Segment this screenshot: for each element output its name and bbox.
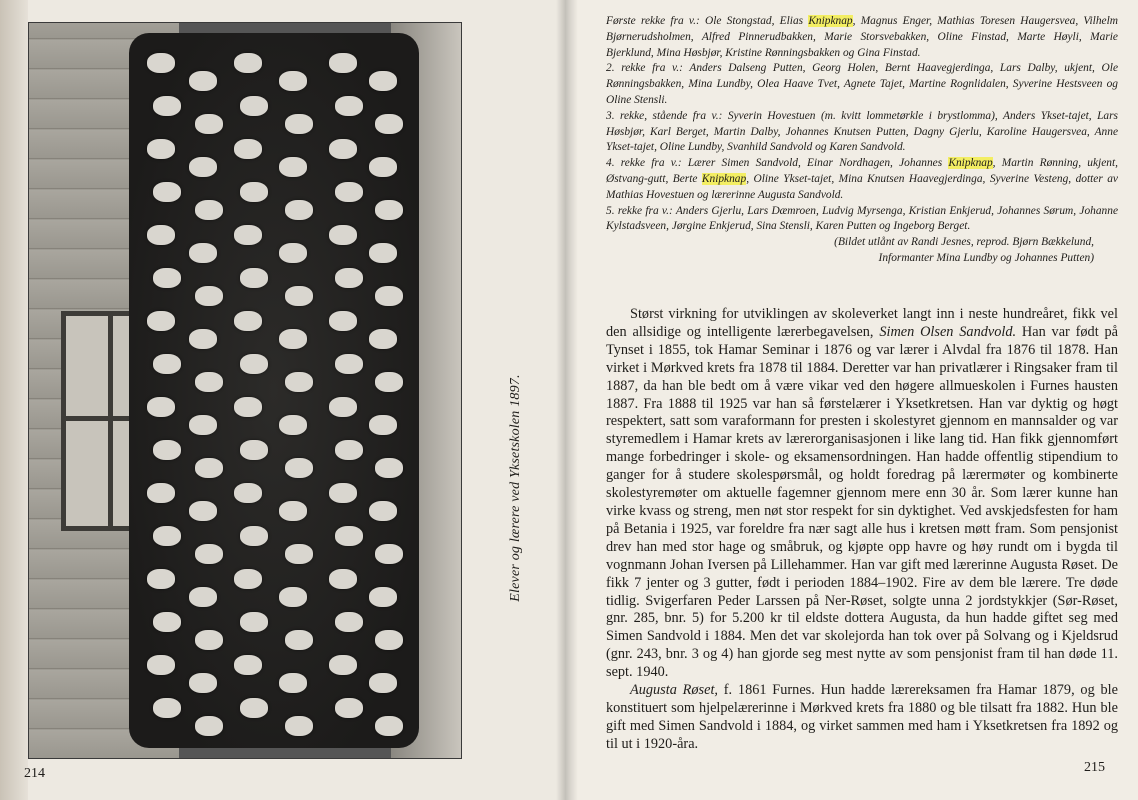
person-face — [195, 114, 223, 134]
person-face — [147, 397, 175, 417]
person-face — [147, 225, 175, 245]
caption-text: , Magnus Enger, Mathias Toresen Haugersvea, Vilhelm Bjørnerudsholmen, Alfred Pinnerudbakken, Marie Storsvebakken, Oline Finstad, Marte Høyli, Marie Bjerklund, Mina Høsbjør, Kristine Rønningsbakken og Gina Finstad. — [606, 15, 1118, 59]
person-face — [153, 698, 181, 718]
person-face — [279, 673, 307, 693]
person-face — [147, 139, 175, 159]
person-face — [234, 655, 262, 675]
credit-line: (Bildet utlånt av Randi Jesnes, reprod. Bjørn Bækkelund, — [834, 236, 1094, 249]
person-face — [285, 286, 313, 306]
person-face — [153, 526, 181, 546]
person-face — [329, 311, 357, 331]
person-name: Augusta Røset, — [630, 682, 718, 699]
person-face — [369, 329, 397, 349]
person-face — [234, 483, 262, 503]
person-face — [147, 483, 175, 503]
person-face — [240, 698, 268, 718]
person-face — [285, 372, 313, 392]
person-face — [147, 53, 175, 73]
person-name: Simen Olsen Sandvold. — [879, 323, 1017, 340]
person-face — [189, 71, 217, 91]
person-face — [234, 569, 262, 589]
person-face — [234, 311, 262, 331]
person-face — [195, 630, 223, 650]
text-run: Han var født på Tynset i 1855, tok Hamar Seminar i 1876 og var lærer i Alvdal fra 1876 til 1878. Han virket i Mørkved krets fra 1878 til 1884. Deretter var han privatlærer i Ringsaker fram til 1887, da han ble bedt om å være vikar ved den høgere allmueskolen i Furnes hausten 1887. Fra 1888 til 1925 var han så førstelærer i Yksetkretsen. Han var dyktig og høgt respektert, satt som varaformann for presten i skolestyret gjennom en mannsalder og var styremedlem i Hamar krets av lærerorganisasjonen i like lang tid. Han fikk gjennomført mange forbedringer i skole- og eksamensordningen. Han hadde offentlig stipendium to ganger for å studere skolespørsmål, og holdt foredrag på lærermøter og kombinerte skolestyremøter om aktuelle fagemner gjennom mere enn 30 år. Som lærer kunne han virke kvass og streng, men nøt stor respekt for sin dyktighet. Ved avskjedsfesten for ham på Betania i 1925, var foreldre fra nær sagt alle hus i kretsen møtt fram. Som pensjonist drev han med stor hage og småbruk, og kjøpte opp havre og høy rundt om i bygda til vognmann Johan Iversen på Lillehammer. Han var gift med lærerinne Augusta Røset. De fikk 7 jenter og 3 gutter, født i perioden 1884–1902. Fire av dem ble lærere. Tre døde tidlig. Svigerfaren Peder Larssen på Ner-Røset, solgte unna 2 jordstykkjer (Sør-Røset, gnr. 285, bnr. 5) for 5.200 kr til eldste dottera Augusta, da hun hadde giftet seg med Simen Sandvold i 1884. Men det var skolejorda han tok over på Solvang og i Kjeldsrud (gnr. 243, bnr. 3 og 4) han gjorde seg mest nytte av som pensjonist fram til han døde 11. sept. 1940. — [606, 323, 1119, 681]
person-face — [189, 243, 217, 263]
caption-row — [606, 156, 1118, 203]
person-face — [279, 329, 307, 349]
person-face — [240, 268, 268, 288]
left-page — [0, 0, 566, 800]
person-face — [240, 182, 268, 202]
person-face — [329, 483, 357, 503]
book-gutter — [556, 0, 578, 800]
person-face — [189, 415, 217, 435]
person-face — [189, 501, 217, 521]
person-face — [240, 440, 268, 460]
person-face — [195, 458, 223, 478]
person-face — [195, 372, 223, 392]
person-face — [153, 354, 181, 374]
person-face — [329, 397, 357, 417]
person-face — [369, 673, 397, 693]
person-face — [285, 716, 313, 736]
photo-caption-list — [606, 14, 1118, 267]
person-face — [279, 243, 307, 263]
person-face — [189, 587, 217, 607]
person-face — [335, 526, 363, 546]
page-edge — [0, 0, 28, 800]
person-face — [375, 372, 403, 392]
person-face — [335, 96, 363, 116]
caption-text: 3. rekke, stående fra v.: Syverin Hovestuen (m. kvitt lommetørkle i brystlomma), Anders Ykset-tajet, Lars Høsbjør, Karl Berget, Martin Dalby, Johannes Knutsen Putten, Dagny Gjerlu, Karoline Haugersvea, Anne Ykset-tajet, Oline Lundby, Svanhild Sandvold og Karen Sandvold. — [606, 109, 1118, 154]
person-face — [329, 569, 357, 589]
person-face — [369, 415, 397, 435]
person-face — [285, 114, 313, 134]
caption-text: , Martin Rønning, ukjent, Østvang-gutt, Berte — [606, 157, 1118, 185]
person-face — [375, 716, 403, 736]
caption-text: 5. rekke fra v.: Anders Gjerlu, Lars Dæmroen, Ludvig Myrsenga, Kristian Enkjerud, Johannes Sørum, Johanne Kylstadsveen, Jørgine Enkjerud, Sina Stensli, Karen Putten og Ingeborg Berget. — [606, 204, 1118, 233]
person-face — [279, 501, 307, 521]
text-run: f. 1861 Furnes. Hun hadde lærereksamen fra Hamar 1879, og ble konstituert som hjelpelærerinne i Mørkved krets fra 1880 og ble tilsatt fra 1882. Hun ble gift med Simen Sandvold i 1884, og virket sammen med ham i Yksetkretsen fra 1892 og til ut i 1920-åra. — [606, 682, 1118, 752]
person-face — [279, 415, 307, 435]
page-number-left: 214 — [24, 766, 45, 781]
person-face — [369, 501, 397, 521]
person-face — [369, 157, 397, 177]
person-face — [279, 157, 307, 177]
paragraph — [606, 306, 1118, 682]
person-face — [234, 397, 262, 417]
person-face — [369, 71, 397, 91]
caption-row — [606, 204, 1118, 236]
person-face — [375, 630, 403, 650]
person-face — [147, 311, 175, 331]
person-face — [195, 286, 223, 306]
caption-text: Første rekke fra v.: Ole Stongstad, Elias — [606, 15, 809, 27]
school-class-photo — [28, 22, 462, 759]
person-face — [240, 612, 268, 632]
person-face — [234, 139, 262, 159]
person-face — [285, 200, 313, 220]
main-text — [606, 306, 1118, 754]
person-face — [329, 225, 357, 245]
person-face — [240, 96, 268, 116]
person-face — [189, 329, 217, 349]
caption-row — [606, 14, 1118, 61]
person-face — [189, 157, 217, 177]
person-face — [147, 569, 175, 589]
person-face — [285, 544, 313, 564]
person-face — [153, 96, 181, 116]
paragraph — [606, 682, 1118, 754]
person-face — [195, 200, 223, 220]
highlighted-name: Knipknap — [948, 157, 993, 170]
person-face — [375, 286, 403, 306]
caption-row — [606, 109, 1118, 156]
person-face — [375, 458, 403, 478]
person-face — [375, 200, 403, 220]
person-face — [234, 53, 262, 73]
person-face — [375, 114, 403, 134]
person-face — [369, 243, 397, 263]
person-face — [329, 139, 357, 159]
person-face — [335, 440, 363, 460]
person-face — [153, 440, 181, 460]
person-face — [335, 268, 363, 288]
person-face — [189, 673, 217, 693]
person-face — [369, 587, 397, 607]
credit-line: Informanter Mina Lundby og Johannes Putten) — [878, 251, 1094, 264]
person-face — [335, 182, 363, 202]
person-face — [240, 526, 268, 546]
person-face — [153, 182, 181, 202]
person-face — [285, 630, 313, 650]
person-face — [234, 225, 262, 245]
highlighted-name: Knipknap — [701, 172, 747, 185]
caption-text: , Oline Ykset-tajet, Mina Knutsen Haavegjerdinga, Syverine Vesteng, dotter av Mathias Hovestuen og lærerinne Augusta Sandvold. — [606, 172, 1118, 201]
text-run: Størst virkning for utviklingen av skoleverket langt inn i neste hundreåret, fikk vel den allsidige og intelligente lærerbegavelsen, — [606, 306, 1118, 340]
page-number-right: 215 — [1084, 760, 1105, 775]
person-face — [147, 655, 175, 675]
person-face — [279, 587, 307, 607]
caption-rows — [606, 14, 1118, 235]
person-face — [195, 544, 223, 564]
person-face — [335, 354, 363, 374]
caption-text: 2. rekke fra v.: Anders Dalseng Putten, Georg Holen, Bernt Haavegjerdinga, Lars Dalby, ukjent, Ole Rønningsbakken, Mina Lundby, Olea Haave Tvet, Agnete Tajet, Martine Rognlidalen, Syverine Hestsveen og Oline Stensli. — [606, 62, 1118, 106]
caption-row — [606, 61, 1118, 108]
person-face — [285, 458, 313, 478]
person-face — [329, 655, 357, 675]
photo-caption: Elever og lærere ved Yksetskolen 1897. — [508, 374, 523, 602]
person-face — [195, 716, 223, 736]
person-face — [329, 53, 357, 73]
highlighted-name: Knipknap — [808, 15, 853, 27]
person-face — [153, 612, 181, 632]
person-face — [153, 268, 181, 288]
caption-text: 4. rekke fra v.: Lærer Simen Sandvold, Einar Nordhagen, Johannes — [606, 157, 949, 170]
person-face — [240, 354, 268, 374]
person-face — [375, 544, 403, 564]
person-face — [335, 698, 363, 718]
person-face — [335, 612, 363, 632]
person-face — [279, 71, 307, 91]
